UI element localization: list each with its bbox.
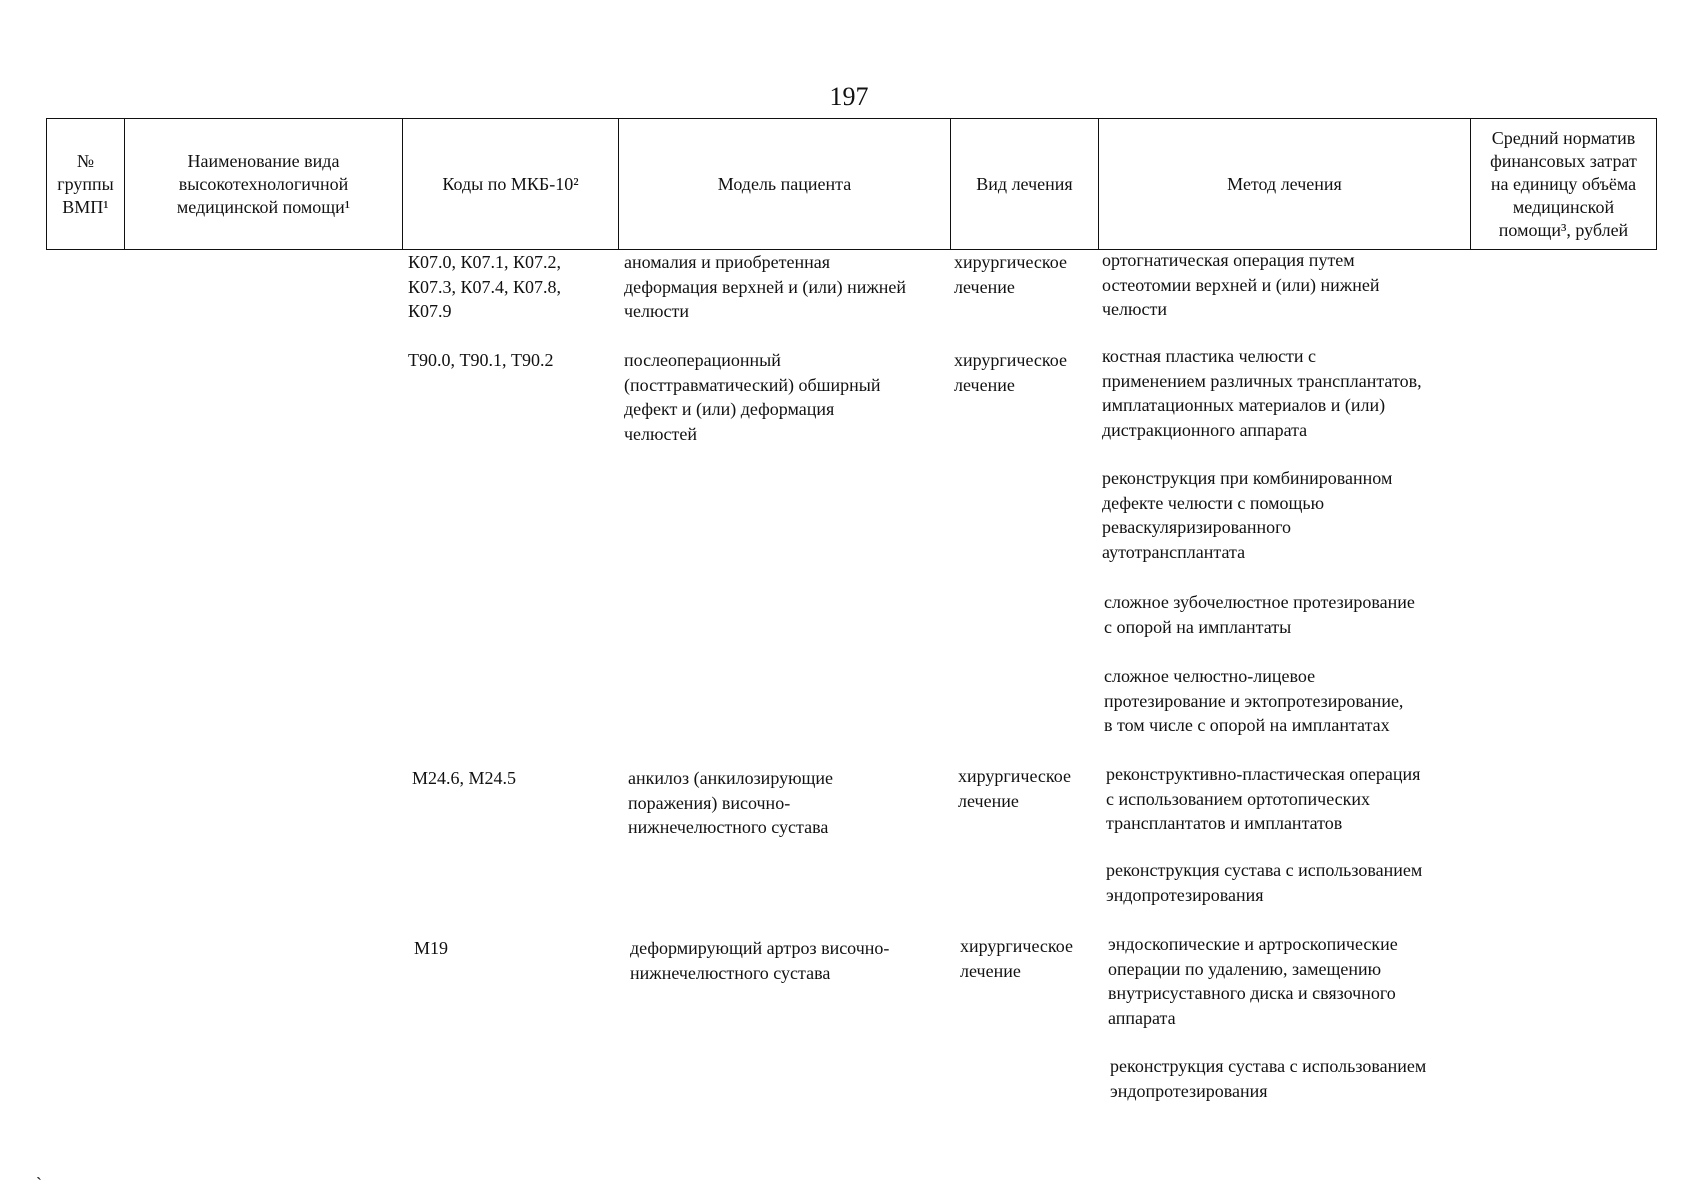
header-group-number: [47, 119, 125, 250]
page-number: 197: [829, 82, 869, 111]
row-3-method-2: реконструкция сустава с использованием эндопротезирования: [1106, 860, 1423, 905]
header-label: Вид лечения: [976, 173, 1073, 194]
header-treatment-type: [951, 119, 1099, 250]
header-label: Средний норматив финансовых затрат на единицу объёма медицинской помощи³, рублей: [1490, 127, 1637, 240]
stray-mark: ˏ: [36, 1160, 42, 1180]
header-treatment-method: [1099, 119, 1471, 250]
header-label: Модель пациента: [717, 173, 852, 194]
row-2-patient-model: послеоперационный (посттравматический) обширный дефект и (или) деформация челюстей: [624, 350, 881, 444]
row-3-method-1: реконструктивно-пластическая операция с использованием ортотопических трансплантатов и имплантатов: [1106, 764, 1421, 833]
row-1-treatment-type: хирургическое лечение: [954, 252, 1067, 297]
header-care-type: [125, 119, 403, 250]
header-label: Метод лечения: [1227, 173, 1342, 194]
header-patient-model: [619, 119, 951, 250]
row-1-codes: К07.0, К07.1, К07.2, К07.3, К07.4, К07.8, К07.9: [408, 252, 562, 321]
header-cost-standard: [1471, 119, 1657, 250]
row-4-patient-model: деформирующий артроз височно- нижнечелюстного сустава: [630, 938, 890, 983]
row-4-codes: М19: [414, 938, 449, 958]
header-label: Наименование вида высокотехнологичной медицинской помощи¹: [176, 150, 351, 217]
header-icd-codes: [403, 119, 619, 250]
row-2-method-2: реконструкция при комбинированном дефекте челюсти с помощью реваскуляризированного аутотрансплантата: [1102, 468, 1393, 562]
header-label: Коды по МКБ-10²: [442, 173, 579, 194]
row-3-treatment-type: хирургическое лечение: [958, 766, 1071, 811]
row-4-treatment-type: хирургическое лечение: [960, 936, 1073, 981]
row-4-method-2: реконструкция сустава с использованием эндопротезирования: [1110, 1056, 1427, 1101]
row-3-patient-model: анкилоз (анкилозирующие поражения) височно- нижнечелюстного сустава: [628, 768, 834, 837]
row-2-method-1: костная пластика челюсти с применением различных трансплантатов, имплатационных материалов и (или) дистракционного аппарата: [1102, 346, 1422, 440]
row-4-method-1: эндоскопические и артроскопические операции по удалению, замещению внутрисуставного диска и связочного аппарата: [1108, 934, 1398, 1028]
header-label: № группы ВМП¹: [57, 150, 114, 217]
table-header: [46, 118, 1657, 250]
row-1-patient-model: аномалия и приобретенная деформация верхней и (или) нижней челюсти: [624, 252, 907, 321]
row-2-method-3: сложное зубочелюстное протезирование с опорой на имплантаты: [1104, 592, 1415, 637]
row-2-treatment-type: хирургическое лечение: [954, 350, 1067, 395]
row-3-codes: М24.6, М24.5: [412, 768, 517, 788]
row-2-method-4: сложное челюстно-лицевое протезирование и эктопротезирование, в том числе с опорой на имплантатах: [1104, 666, 1404, 735]
row-1-method-1: ортогнатическая операция путем остеотомии верхней и (или) нижней челюсти: [1102, 250, 1380, 319]
row-2-codes: Т90.0, Т90.1, Т90.2: [408, 350, 554, 370]
